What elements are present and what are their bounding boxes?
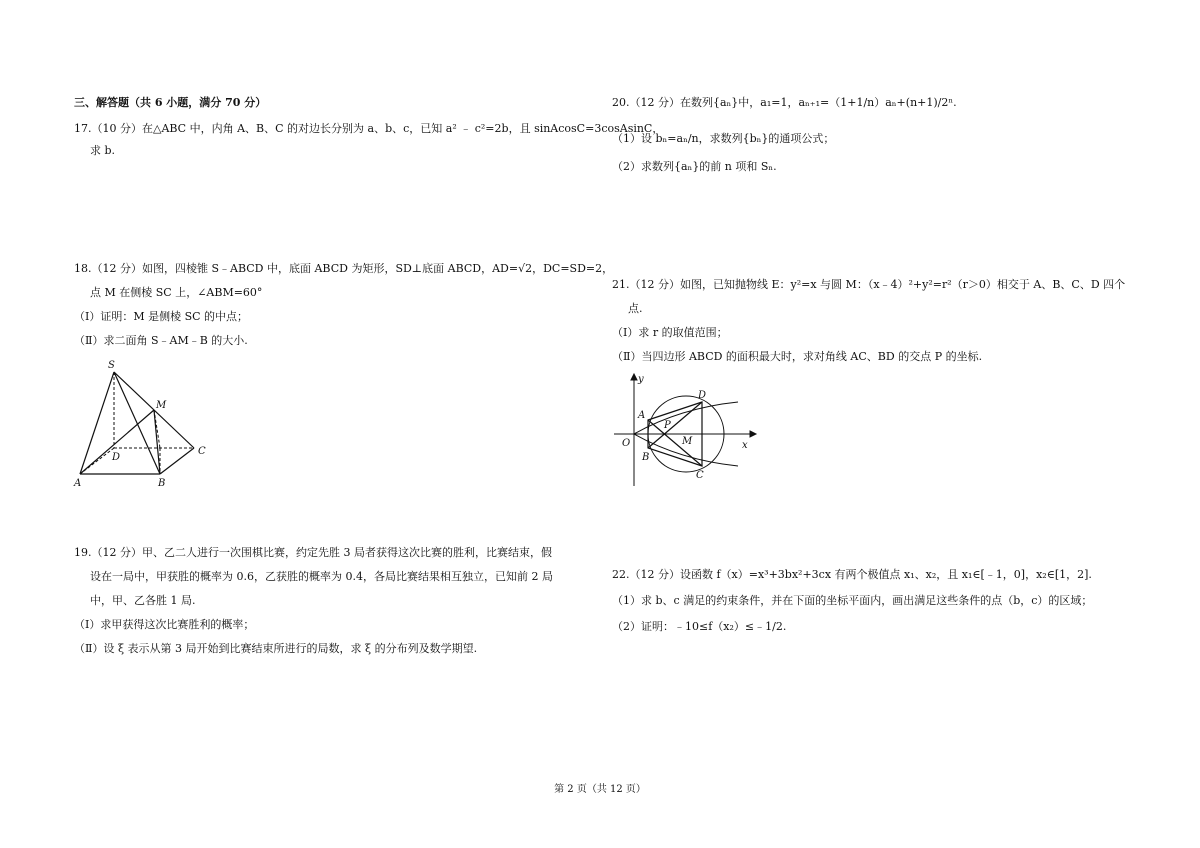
q19-line3: 中，甲、乙各胜 1 局. xyxy=(90,594,196,607)
q19-line1: 19.（12 分）甲、乙二人进行一次围棋比赛，约定先胜 3 局者获得这次比赛的胜利，比赛结束，假 xyxy=(74,546,552,559)
q21-part2: （Ⅱ）当四边形 ABCD 的面积最大时，求对角线 AC、BD 的交点 P 的坐标. xyxy=(612,350,983,363)
label-m: M xyxy=(682,436,693,447)
q19-part1: （I）求甲获得这次比赛胜利的概率； xyxy=(74,618,255,631)
q21-line1: 21.（12 分）如图，已知抛物线 E：y²=x 与圆 M：（x﹣4）²+y²=r²（r＞0）相交于 A、B、C、D 四个 xyxy=(612,278,1126,291)
label-c: C xyxy=(198,446,206,457)
label-b: B xyxy=(642,452,650,463)
q19-line2: 设在一局中，甲获胜的概率为 0.6，乙获胜的概率为 0.4，各局比赛结果相互独立，已知前 2 局 xyxy=(90,570,553,583)
parabola-circle-figure xyxy=(610,372,760,490)
x-axis-arrow xyxy=(750,431,756,437)
edge-sb xyxy=(114,372,160,474)
label-s: S xyxy=(108,360,115,371)
q18-line1: 18.（12 分）如图，四棱锥 S﹣ABCD 中，底面 ABCD 为矩形，SD⊥底面 ABCD，AD=√2，DC=SD=2， xyxy=(74,262,614,275)
label-a: A xyxy=(74,478,82,489)
label-b: B xyxy=(158,478,166,489)
label-a: A xyxy=(638,410,646,421)
q21-part1: （Ⅰ）求 r 的取值范围； xyxy=(612,326,728,339)
q18-part2: （Ⅱ）求二面角 S﹣AM﹣B 的大小. xyxy=(74,334,248,347)
edge-da xyxy=(80,448,114,474)
label-c: C xyxy=(696,470,704,481)
q17-line1: 17.（10 分）在△ABC 中，内角 A、B、C 的对边长分别为 a、b、c，已知 a² ﹣ c²=2b，且 sinAcosC=3cosAsinC， xyxy=(74,122,664,135)
label-o: O xyxy=(622,438,631,449)
y-axis-arrow xyxy=(631,374,637,380)
q18-line2: 点 M 在侧棱 SC 上，∠ABM=60° xyxy=(90,286,263,299)
q22-line1: 22.（12 分）设函数 f（x）=x³+3bx²+3cx 有两个极值点 x₁、x₂，且 x₁∈[﹣1，0]，x₂∈[1，2]. xyxy=(612,568,1092,581)
q20-part2: （2）求数列{aₙ}的前 n 项和 Sₙ. xyxy=(612,160,777,173)
q20-part1: （1）设 bₙ=aₙ/n，求数列{bₙ}的通项公式； xyxy=(612,132,835,145)
q21-line2: 点. xyxy=(628,302,643,315)
diagonal-ac xyxy=(648,420,702,466)
label-p: P xyxy=(664,420,671,431)
section-header: 三、解答题（共 6 小题，满分 70 分） xyxy=(74,96,267,109)
q18-part1: （I）证明：M 是侧棱 SC 的中点； xyxy=(74,310,249,323)
label-d: D xyxy=(112,452,121,463)
q22-part2: （2）证明：﹣10≤f（x₂）≤﹣1/2. xyxy=(612,620,787,633)
label-d: D xyxy=(698,390,707,401)
pyramid-figure xyxy=(72,358,212,488)
label-y: y xyxy=(638,374,644,385)
q20-line1: 20.（12 分）在数列{aₙ}中，a₁=1，aₙ₊₁=（1+1/n）aₙ+(n+1)/2ⁿ. xyxy=(612,96,957,109)
q17-line2: 求 b. xyxy=(90,144,116,157)
q22-part1: （1）求 b、c 满足的约束条件，并在下面的坐标平面内，画出满足这些条件的点（b，c）的区域； xyxy=(612,594,1093,607)
edge-bc xyxy=(160,448,194,474)
label-x: x xyxy=(742,440,748,451)
q19-part2: （Ⅱ）设 ξ 表示从第 3 局开始到比赛结束所进行的局数，求 ξ 的分布列及数学期望. xyxy=(74,642,478,655)
label-m: M xyxy=(156,400,167,411)
page-footer: 第 2 页（共 12 页） xyxy=(554,784,646,795)
diagonal-bd xyxy=(648,402,702,448)
